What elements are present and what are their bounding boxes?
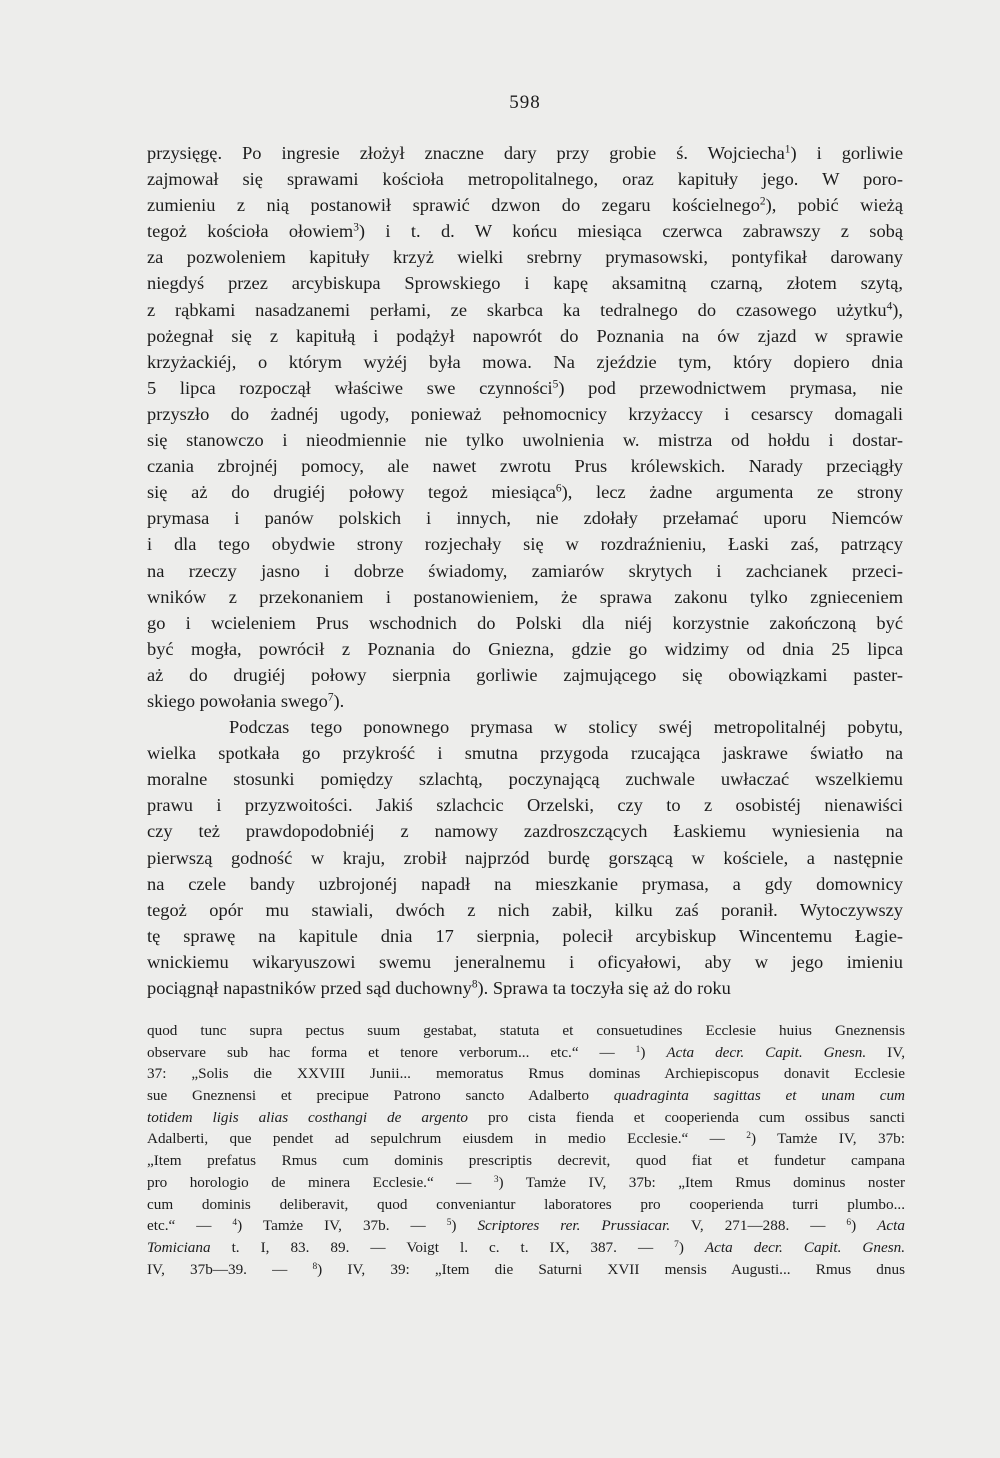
footnote-line: cum dominis deliberavit, quod conveniantur laboratores pro cooperienda turri plumbo... bbox=[147, 1195, 905, 1213]
footnotes bbox=[147, 1020, 905, 1280]
body-line: tę sprawę na kapitule dnia 17 sierpnia, polecił arcybiskup Wincentemu Łagie- bbox=[147, 925, 903, 946]
body-line: na rzeczy jasno i dobrze świadomy, zamiarów skrytych i zachcianek przeci- bbox=[147, 560, 903, 581]
body-line: zumieniu z nią postanowił sprawić dzwon do zegaru kościelnego$^2$), pobić wieżą bbox=[147, 195, 904, 216]
body-line: Podczas tego ponownego prymasa w stolicy swéj metropolitalnéj pobytu, bbox=[229, 717, 903, 738]
main-text bbox=[147, 140, 903, 1001]
footnote-line: Adalberti, que pendet ad sepulchrum eiusdem in medio Ecclesie.“ — $^2$) Tamże IV, 37b: bbox=[147, 1130, 905, 1148]
body-line: moralne stosunki pomiędzy szlachtą, poczynającą zuchwale uwłaczać wszelkiemu bbox=[147, 769, 903, 790]
body-line: pierwszą godność w kraju, zrobił najprzód burdę gorszącą w kościele, a następnie bbox=[147, 847, 903, 868]
body-line: czania zbrojnéj pomocy, ale nawet zwrotu Prus królewskich. Narady przeciągły bbox=[147, 456, 903, 477]
body-line: 5 lipca rozpoczął właściwe swe czynności$^5$) pod przewodnictwem prymasa, nie bbox=[147, 377, 903, 398]
footnote-line: Tomiciana t. I, 83. 89. — Voigt l. c. t. IX, 387. — $^7$) Acta decr. Capit. Gnesn. bbox=[147, 1238, 905, 1256]
body-line: pociągnął napastników przed sąd duchowny$^8$). Sprawa ta toczyła się aż do roku bbox=[147, 978, 731, 998]
body-line: czy też prawdopodobniéj z namowy zazdroszczących Łaskiemu wyniesienia na bbox=[147, 821, 903, 842]
body-line: tegoż kościoła ołowiem$^3$) i t. d. W końcu miesiąca czerwca zabrawszy z sobą bbox=[147, 221, 904, 242]
body-line: krzyżackiéj, o którym wyżéj była mowa. Na zjeździe tym, który dopiero dnia bbox=[147, 351, 903, 372]
body-line: tegoż opór mu stawiali, dwóch z nich zabił, kilku zaś poranił. Wytoczywszy bbox=[147, 899, 903, 920]
footnote-line: „Item prefatus Rmus cum dominis prescriptis decrevit, quod fiat et fundetur campana bbox=[147, 1152, 905, 1170]
body-line: aż do drugiéj połowy sierpnia gorliwie zajmującego się obowiązkami paster- bbox=[147, 664, 903, 685]
body-line: za pozwoleniem kapituły krzyż wielki srebrny prymasowski, pontyfikał darowany bbox=[147, 247, 903, 268]
footnote-line: 37: „Solis die XXVIII Junii... memoratus Rmus dominas Archiepiscopus donavit Ecclesie bbox=[147, 1065, 905, 1083]
body-line: prymasa i panów polskich i innych, nie zdołały przełamać uporu Niemców bbox=[147, 508, 903, 529]
body-line: się stanowczo i nieodmiennie nie tylko uwolnienia w. mistrza od hołdu i dostar- bbox=[147, 430, 903, 451]
footnote-line: pro horologio de minera Ecclesie.“ — $^3$) Tamże IV, 37b: „Item Rmus dominus noster bbox=[147, 1173, 905, 1191]
body-line: na czele bandy uzbrojonéj napadł na mieszkanie prymasa, a gdy domownicy bbox=[147, 873, 903, 894]
body-line: z rąbkami nasadzanemi perłami, ze skarbca ka tedralnego do czasowego użytku$^4$), bbox=[147, 299, 903, 320]
body-line: być mogła, powrócił z Poznania do Gniezna, gdzie go widzimy od dnia 25 lipca bbox=[147, 638, 903, 659]
footnote-line: IV, 37b—39. — $^8$) IV, 39: „Item die Saturni XVII mensis Augusti... Rmus dnus bbox=[147, 1260, 905, 1278]
body-line: wnickiemu wikaryuszowi swemu jeneralnemu i oficyałowi, aby w jego imieniu bbox=[147, 951, 903, 972]
body-line: skiego powołania swego$^7$). bbox=[147, 690, 345, 711]
body-line: pożegnał się z kapitułą i podążył napowrót do Poznania na ów zjazd w sprawie bbox=[147, 325, 903, 346]
body-line: zajmował się sprawami kościoła metropolitalnego, oraz kapituły jego. W poro- bbox=[147, 169, 903, 190]
footnote-line: observare sub hac forma et tenore verborum... etc.“ — $^1$) Acta decr. Capit. Gnesn. IV, bbox=[147, 1043, 905, 1061]
body-line: przysięgę. Po ingresie złożył znaczne dary przy grobie ś. Wojciecha$^1$) i gorliwie bbox=[147, 143, 904, 163]
body-line: prawu i przyzwoitości. Jakiś szlachcic Orzelski, czy to z osobistéj nienawiści bbox=[147, 795, 903, 816]
footnote-line: sue Gneznensi et precipue Patrono sancto Adalberto quadraginta sagittas et unam cum bbox=[147, 1087, 906, 1105]
body-line: i dla tego obydwie strony rozjechały się w rozdraźnieniu, Łaski zaś, patrzący bbox=[147, 534, 903, 555]
footnote-line: quod tunc supra pectus suum gestabat, statuta et consuetudines Ecclesie huius Gneznensis bbox=[147, 1022, 905, 1039]
body-line: niegdyś przez arcybiskupa Sprowskiego i kapę aksamitną czarną, złotem szytą, bbox=[147, 273, 903, 294]
footnote-line: totidem ligis alias costhangi de argento pro cista fienda et cooperienda cum ossibus sancti bbox=[147, 1108, 905, 1126]
body-line: przyszło do żadnéj ugody, ponieważ pełnomocnicy krzyżaccy i cesarscy domagali bbox=[147, 403, 903, 424]
footnote-line: etc.“ — $^4$) Tamże IV, 37b. — $^5$) Scriptores rer. Prussiacar. V, 271—288. — $^6$) Acta bbox=[147, 1217, 905, 1235]
body-line: wielka spotkała go przykrość i smutna przygoda rzucająca jaskrawe światło na bbox=[147, 743, 903, 764]
body-line: go i wcieleniem Prus wschodnich do Polski dla niéj korzystnie zakończoną być bbox=[147, 612, 903, 633]
body-line: wników z przekonaniem i postanowieniem, że sprawa zakonu tylko zgnieceniem bbox=[147, 586, 903, 607]
page-number: 598 bbox=[509, 92, 541, 113]
body-line: się aż do drugiéj połowy tegoż miesiąca$^6$), lecz żadne argumenta ze strony bbox=[147, 482, 903, 503]
